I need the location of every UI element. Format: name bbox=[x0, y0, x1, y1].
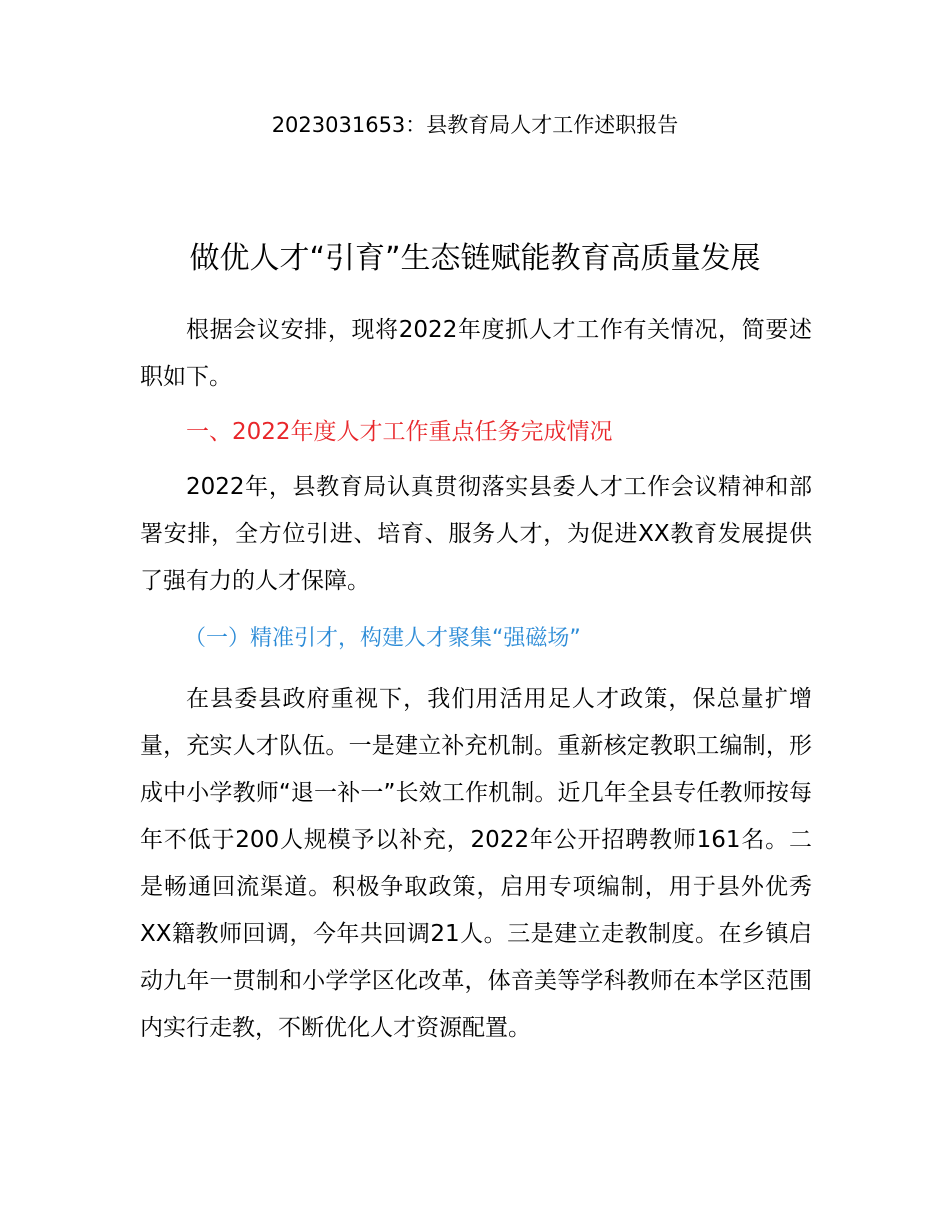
document-title: 做优人才“引育”生态链赋能教育高质量发展 bbox=[189, 241, 761, 276]
section-paragraph: 2022年，县教育局认真贯彻落实县委人才工作会议精神和部署安排，全方位引进、培育、服务人才，为促进XX教育发展提供了强有力的人才保障。 bbox=[140, 474, 812, 594]
document-header: 2023031653：县教育局人才工作述职报告 bbox=[271, 113, 679, 137]
subsection-paragraph: 在县委县政府重视下，我们用活用足人才政策，保总量扩增量，充实人才队伍。一是建立补充机制。重新核定教职工编制，形成中小学教师“退一补一”长效工作机制。近几年全县专任教师按每年不低于200人规模予以补充，2022年公开招聘教师161名。二是畅通回流渠道。积极争取政策，启用专项编制，用于县外优秀XX籍教师回调，今年共回调21人。三是建立走教制度。在乡镇启动九年一贯制和小学学区化改革，体音美等学科教师在本学区范围内实行走教，不断优化人才资源配置。 bbox=[140, 686, 812, 1041]
intro-paragraph: 根据会议安排，现将2022年度抓人才工作有关情况，简要述职如下。 bbox=[140, 317, 812, 390]
document-body bbox=[140, 307, 812, 1052]
section-heading: 一、2022年度人才工作重点任务完成情况 bbox=[186, 419, 613, 445]
subsection-heading: （一）精准引才，构建人才聚集“强磁场” bbox=[184, 626, 581, 651]
